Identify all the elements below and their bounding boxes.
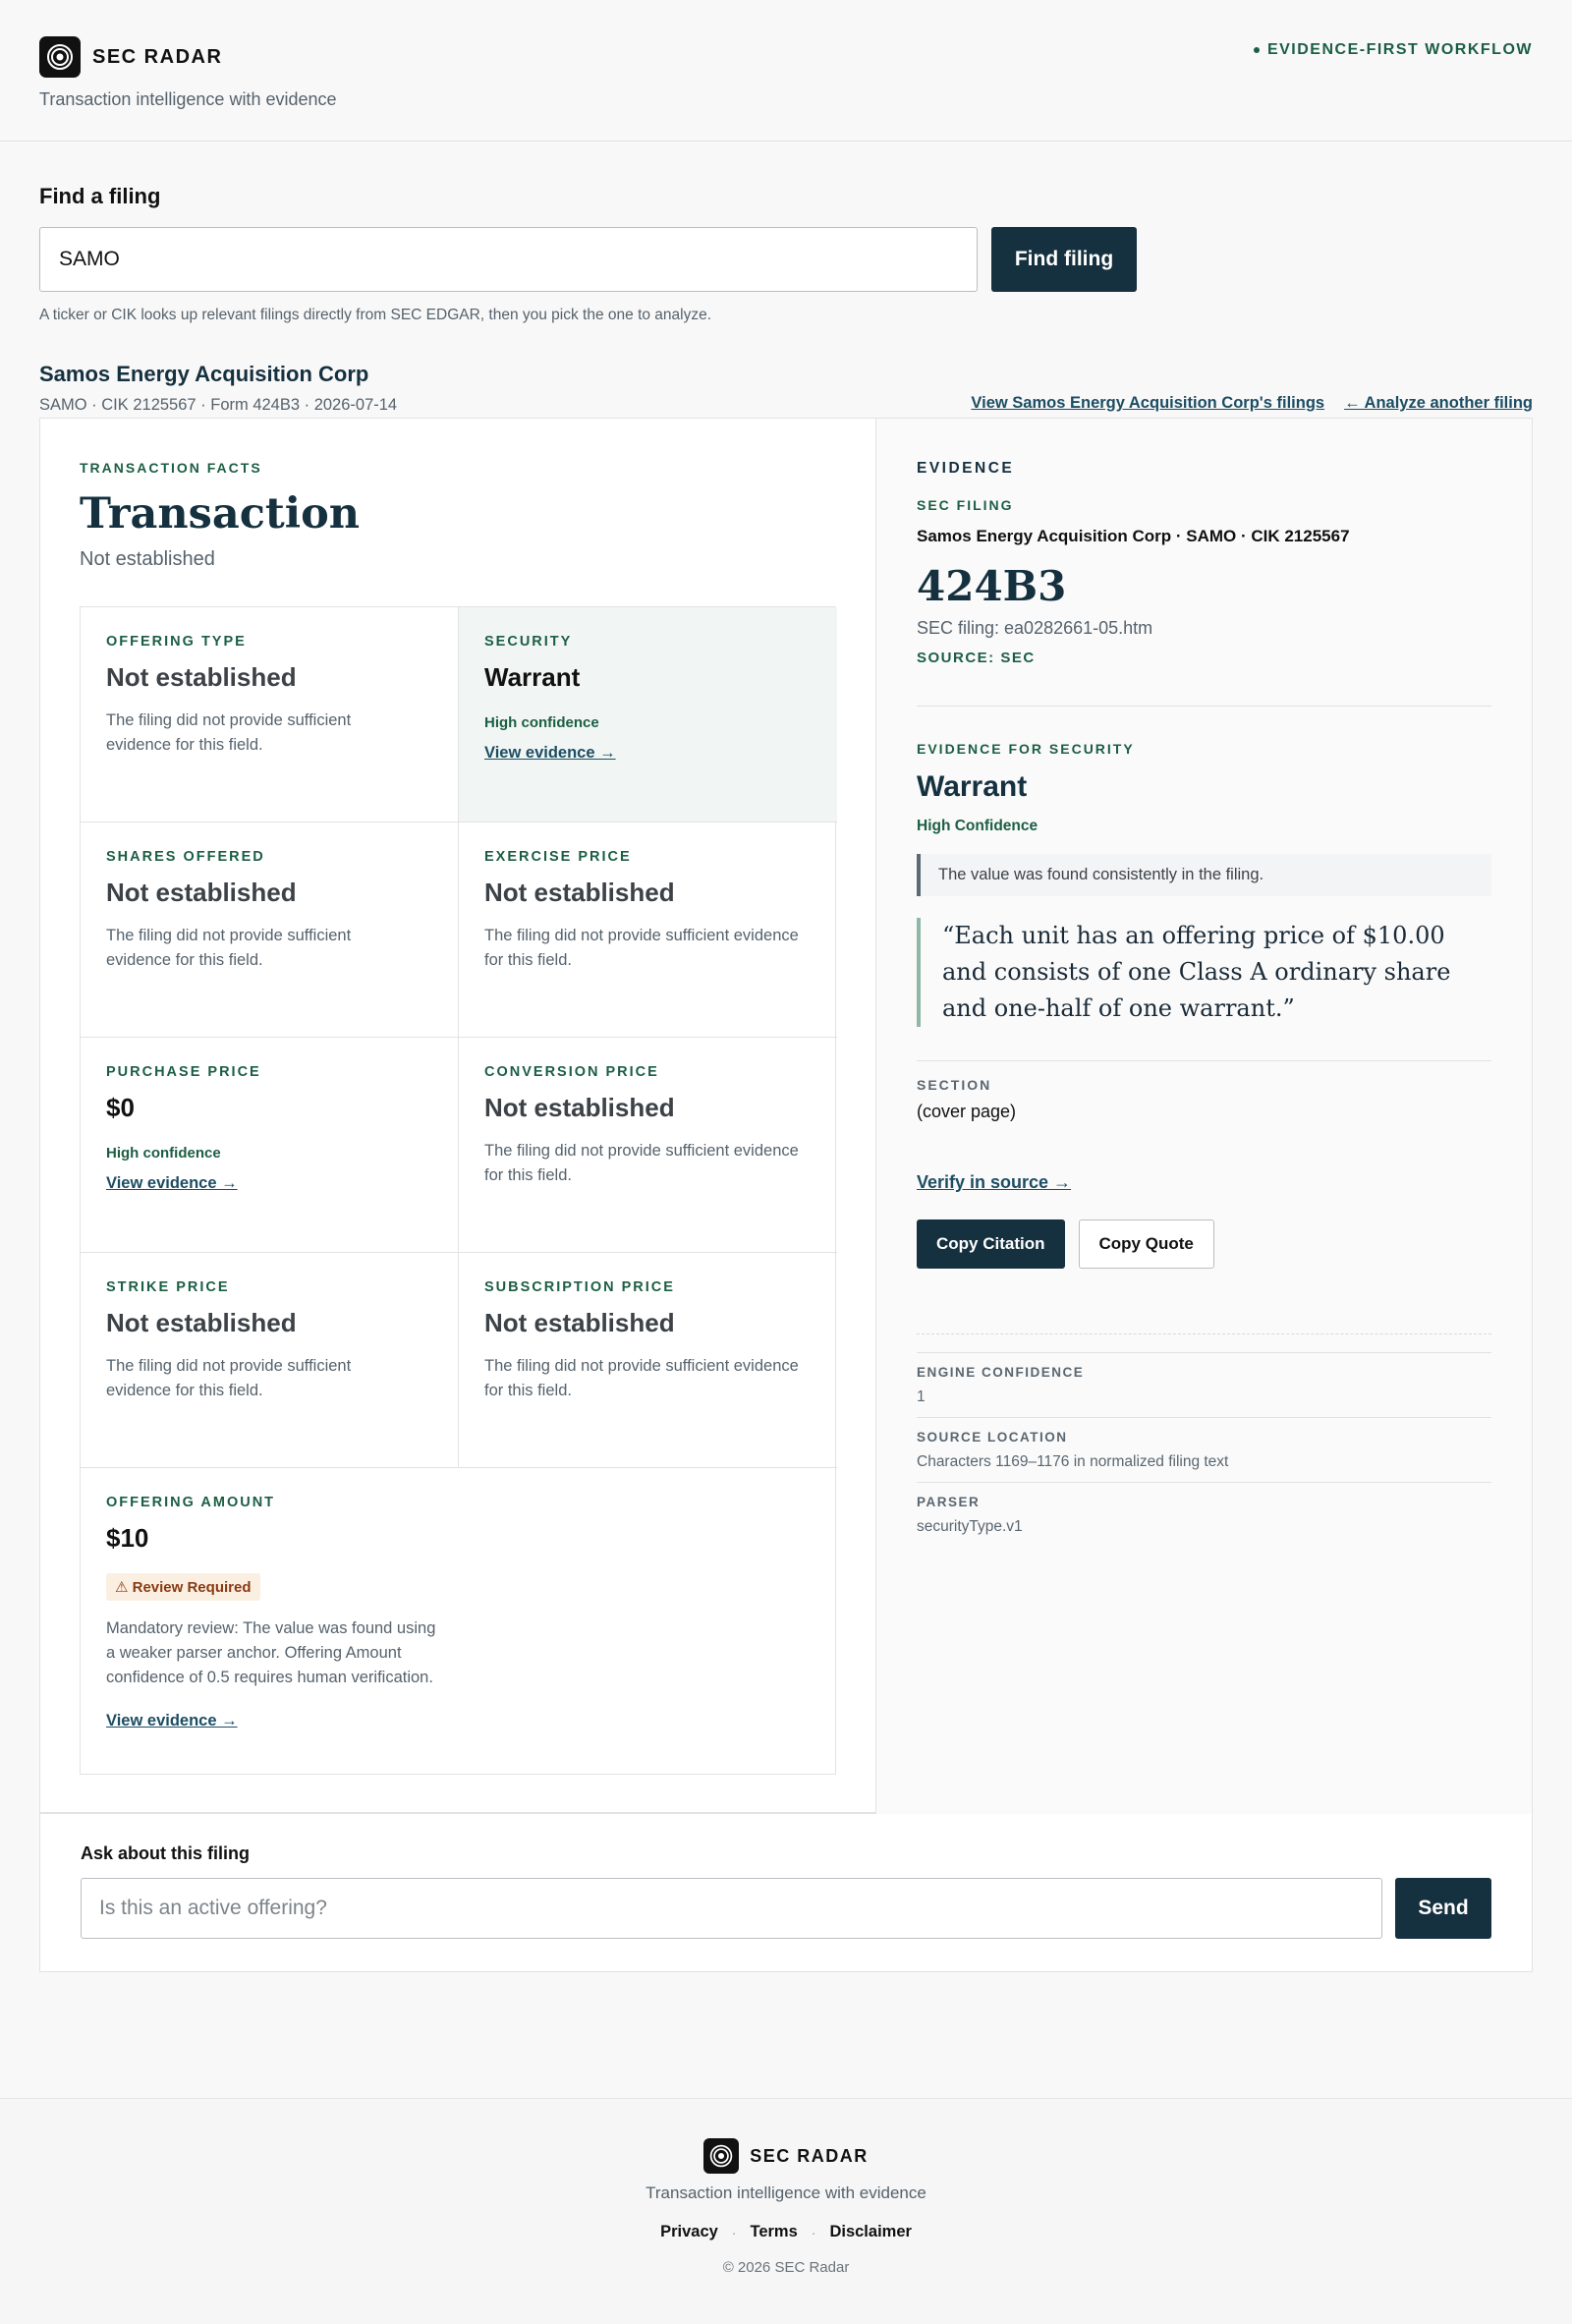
ask-section (39, 1813, 1533, 1972)
divider (917, 706, 1491, 707)
fact-note: The filing did not provide sufficient evidence for this field. (106, 927, 352, 969)
section-label: SECTION (917, 1077, 992, 1093)
meta-label: PARSER (917, 1495, 981, 1509)
search-hint: A ticker or CIK looks up relevant filings directly from SEC EDGAR, then you pick the one to analyze. (39, 307, 712, 323)
evidence-value: Warrant (917, 770, 1028, 803)
workflow-label (1254, 41, 1533, 59)
fact-note: The filing did not provide sufficient evidence for this field. (106, 1357, 352, 1399)
fact-exercise-price (459, 822, 837, 1038)
view-evidence-link[interactable]: View evidence → (106, 1712, 238, 1729)
evidence-quote: “Each unit has an offering price of $10.00 and consists of one Class A ordinary share and one-half of one warrant.” (917, 918, 1491, 1027)
brand-tagline: Transaction intelligence with evidence (39, 89, 337, 109)
fact-note: The filing did not provide sufficient evidence for this field. (106, 711, 352, 754)
company-bar (0, 324, 1572, 418)
meta-value: securityType.v1 (917, 1518, 1023, 1535)
footer-brand-name: SEC RADAR (750, 2145, 869, 2166)
dot-icon (1254, 47, 1260, 53)
transaction-facts-panel (40, 419, 876, 1814)
fact-confidence: High confidence (484, 714, 599, 731)
verify-in-source-link[interactable]: Verify in source → (917, 1172, 1072, 1192)
fact-value: Warrant (484, 662, 581, 692)
evidence-field-label: EVIDENCE FOR SECURITY (917, 741, 1135, 757)
fact-security[interactable] (459, 607, 837, 822)
facts-grid (80, 606, 836, 1775)
meta-label: ENGINE CONFIDENCE (917, 1365, 1085, 1380)
fact-conversion-price (459, 1038, 837, 1253)
ask-input[interactable] (81, 1878, 1382, 1939)
fact-strike-price (81, 1253, 459, 1468)
find-filing-button[interactable]: Find filing (991, 227, 1137, 292)
meta-label: SOURCE LOCATION (917, 1430, 1068, 1445)
fact-label: OFFERING AMOUNT (106, 1495, 276, 1510)
evidence-confidence: High Confidence (917, 818, 1039, 834)
search-title: Find a filing (39, 184, 161, 208)
view-evidence-link[interactable]: View evidence → (484, 744, 616, 762)
fact-value: Not established (484, 1308, 675, 1337)
brand-name: SEC RADAR (92, 45, 223, 68)
view-evidence-link[interactable]: View evidence → (106, 1174, 238, 1192)
fact-label: SUBSCRIPTION PRICE (484, 1279, 675, 1295)
fact-value: Not established (106, 878, 297, 907)
meta-row (917, 1417, 1491, 1482)
evidence-eyebrow: EVIDENCE (917, 460, 1015, 477)
radar-target-icon (703, 2138, 739, 2174)
separator: · (811, 2224, 816, 2240)
fact-value: Not established (106, 662, 297, 692)
analyze-another-link[interactable]: ← Analyze another filing (1344, 394, 1533, 412)
meta-value: Characters 1169–1176 in normalized filing text (917, 1453, 1229, 1470)
fact-offering-type (81, 607, 459, 822)
view-filings-link[interactable]: View Samos Energy Acquisition Corp's filings (971, 394, 1325, 412)
fact-confidence: High confidence (106, 1145, 221, 1162)
workflow-text: EVIDENCE-FIRST WORKFLOW (1266, 41, 1533, 58)
section-value: (cover page) (917, 1102, 1017, 1121)
fact-value: $0 (106, 1093, 135, 1122)
fact-offering-amount[interactable] (81, 1468, 837, 1774)
footer-brand[interactable] (0, 2138, 1572, 2174)
filing-file: SEC filing: ea0282661-05.htm (917, 618, 1153, 638)
meta-value: 1 (917, 1389, 926, 1405)
fact-note: The filing did not provide sufficient evidence for this field. (484, 927, 799, 969)
copy-quote-button[interactable]: Copy Quote (1079, 1219, 1214, 1269)
fact-subscription-price (459, 1253, 837, 1468)
terms-link[interactable]: Terms (750, 2223, 798, 2240)
copy-citation-button[interactable]: Copy Citation (917, 1219, 1065, 1269)
evidence-panel (876, 419, 1532, 1814)
fact-label: OFFERING TYPE (106, 634, 247, 650)
dashed-divider (917, 1333, 1491, 1334)
facts-title: Transaction (80, 489, 361, 538)
separator: · (731, 2224, 737, 2240)
disclaimer-link[interactable]: Disclaimer (829, 2223, 912, 2240)
search-input[interactable] (39, 227, 978, 292)
fact-value: $10 (106, 1523, 149, 1553)
sec-filing-label: SEC FILING (917, 497, 1014, 513)
fact-note: Mandatory review: The value was found using a weaker parser anchor. Offering Amount confidence of 0.5 requires human verification. (106, 1619, 436, 1686)
fact-purchase-price[interactable] (81, 1038, 459, 1253)
fact-label: SECURITY (484, 634, 573, 650)
evidence-note: The value was found consistently in the filing. (917, 854, 1491, 896)
meta-row (917, 1482, 1491, 1547)
filing-meta: Samos Energy Acquisition Corp · SAMO · CIK 2125567 (917, 527, 1350, 545)
evidence-meta-list (917, 1352, 1491, 1547)
meta-row (917, 1352, 1491, 1417)
fact-label: SHARES OFFERED (106, 849, 265, 865)
company-links (971, 394, 1533, 413)
company-meta: SAMO · CIK 2125567 · Form 424B3 · 2026-07-14 (39, 396, 398, 414)
fact-shares-offered (81, 822, 459, 1038)
privacy-link[interactable]: Privacy (660, 2223, 718, 2240)
copyright: © 2026 SEC Radar (722, 2259, 850, 2276)
source-label: SOURCE: SEC (917, 650, 1036, 666)
fact-value: Not established (484, 1093, 675, 1122)
search-section (0, 142, 1572, 324)
fact-value: Not established (484, 878, 675, 907)
company-name: Samos Energy Acquisition Corp (39, 362, 369, 386)
radar-target-icon (39, 36, 81, 78)
search-row (39, 227, 1533, 292)
fact-label: STRIKE PRICE (106, 1279, 230, 1295)
divider (917, 1060, 1491, 1061)
fact-label: EXERCISE PRICE (484, 849, 632, 865)
fact-label: PURCHASE PRICE (106, 1064, 261, 1080)
footer-tagline: Transaction intelligence with evidence (646, 2183, 926, 2202)
fact-note: The filing did not provide sufficient evidence for this field. (484, 1142, 799, 1184)
facts-status: Not established (80, 548, 215, 570)
fact-label: CONVERSION PRICE (484, 1064, 659, 1080)
facts-eyebrow: TRANSACTION FACTS (80, 460, 262, 476)
main-card (39, 418, 1533, 1813)
site-footer (0, 2098, 1572, 2324)
fact-value: Not established (106, 1308, 297, 1337)
footer-links (0, 2223, 1572, 2241)
fact-note: The filing did not provide sufficient evidence for this field. (484, 1357, 799, 1399)
form-type: 424B3 (917, 562, 1067, 610)
review-required-badge: ⚠ Review Required (106, 1573, 260, 1601)
ask-title: Ask about this filing (81, 1843, 251, 1863)
send-button[interactable]: Send (1395, 1878, 1491, 1939)
site-header (0, 0, 1572, 142)
copy-buttons (917, 1219, 1491, 1269)
ask-row (81, 1878, 1491, 1939)
